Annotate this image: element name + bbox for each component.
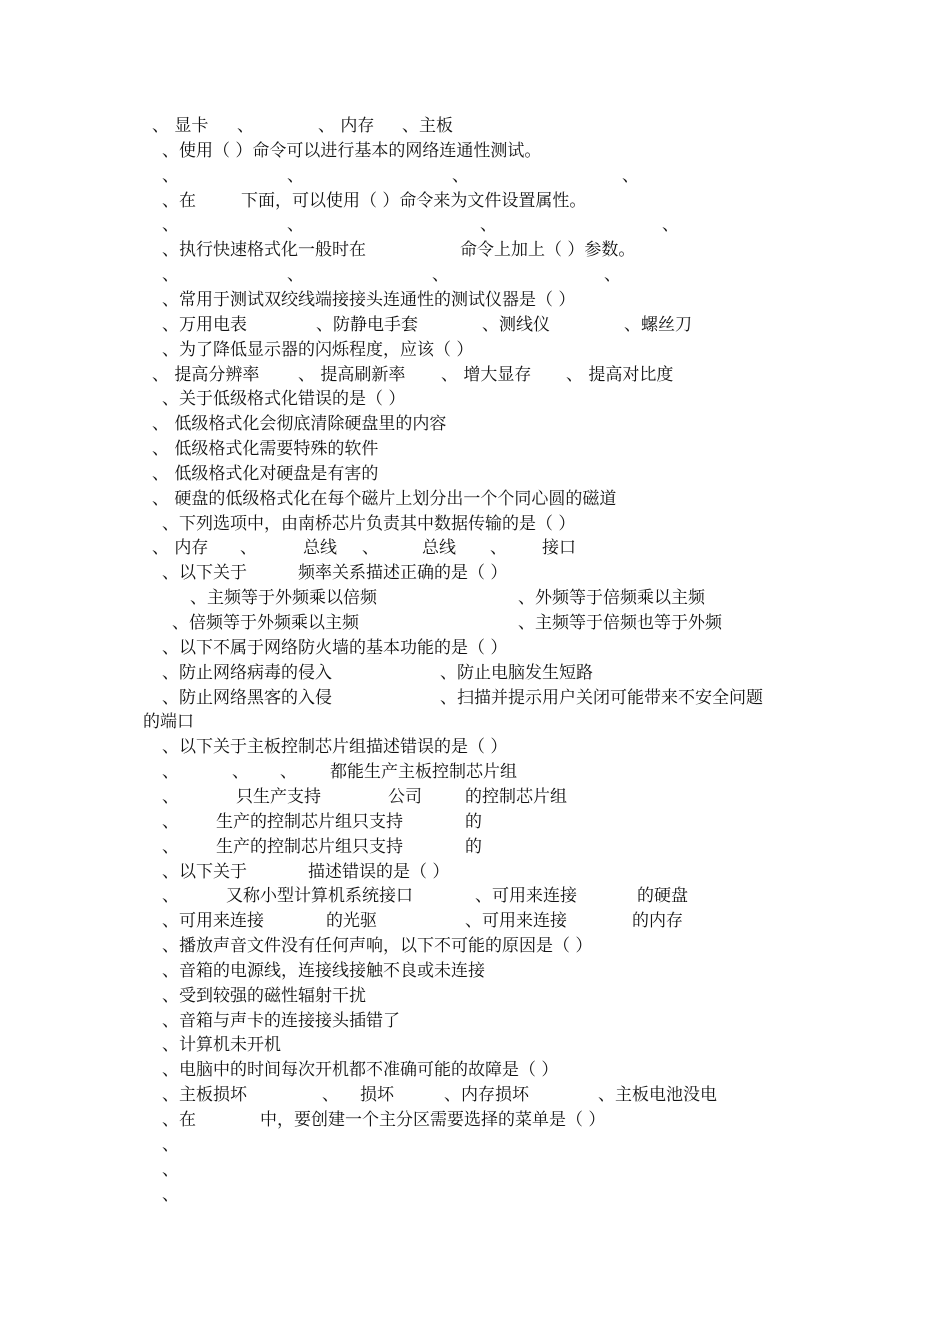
text-segment: 、倍频等于外频乘以主频 <box>172 613 359 633</box>
text-line <box>0 1135 950 1160</box>
text-line <box>0 787 950 812</box>
text-segment: 公司 <box>388 786 422 807</box>
text-line <box>0 986 950 1011</box>
text-segment: 、在 <box>162 190 196 211</box>
text-segment: 、 <box>162 811 179 832</box>
text-line <box>0 638 950 663</box>
text-segment: 、测线仪 <box>482 314 550 335</box>
text-segment: 、以下关于 <box>162 563 247 584</box>
text-segment: 、 <box>162 836 179 857</box>
text-segment: 、 <box>162 762 179 783</box>
text-segment: 、 <box>162 886 179 907</box>
text-line <box>0 290 950 315</box>
text-segment: 、 增大显存 <box>441 364 532 385</box>
text-segment: 、下列选项中，由南桥芯片负责其中数据传输的是（ ） <box>162 513 576 534</box>
text-segment: 、 <box>604 265 621 286</box>
text-segment: 、 <box>452 165 469 186</box>
text-segment: 、 <box>232 762 249 783</box>
text-line <box>0 514 950 539</box>
text-segment: 、常用于测试双绞线端接接头连通性的测试仪器是（ ） <box>162 289 576 310</box>
text-line <box>0 837 950 862</box>
text-line <box>0 762 950 787</box>
text-line <box>0 538 950 563</box>
text-segment: 、外频等于倍频乘以主频 <box>518 588 705 609</box>
text-line <box>0 414 950 439</box>
text-segment: 、 <box>162 1184 179 1205</box>
text-segment: 、 <box>490 538 507 559</box>
text-segment: 、螺丝刀 <box>624 314 692 335</box>
text-line <box>0 862 950 887</box>
text-segment: 损坏 <box>360 1085 394 1106</box>
text-line <box>0 166 950 191</box>
text-line <box>0 712 950 737</box>
text-line <box>0 489 950 514</box>
text-segment: 、 <box>237 116 254 136</box>
text-line <box>0 911 950 936</box>
text-segment: 、 <box>162 786 179 807</box>
text-segment: 、 <box>480 215 497 236</box>
text-line <box>0 1110 950 1135</box>
text-segment: 命令上加上（ ）参数。 <box>460 240 636 261</box>
text-segment: 、 <box>432 265 449 286</box>
text-segment: 、以下关于 <box>162 861 247 882</box>
text-segment: 、可用来连接 <box>465 911 567 932</box>
text-segment: 的光驱 <box>326 911 377 932</box>
text-segment: 、 <box>622 165 639 186</box>
text-segment: 、 低级格式化需要特殊的软件 <box>152 439 379 460</box>
text-line <box>0 240 950 265</box>
text-segment: 、扫描并提示用户关闭可能带来不安全问题 <box>440 687 763 708</box>
text-segment: 总线 <box>422 538 456 559</box>
text-line <box>0 191 950 216</box>
text-segment: 、主频等于倍频也等于外频 <box>518 613 722 633</box>
text-segment: 、 <box>240 538 257 559</box>
text-segment: 、 <box>162 1134 179 1155</box>
text-line <box>0 315 950 340</box>
text-segment: 、 硬盘的低级格式化在每个磁片上划分出一个个同心圆的磁道 <box>152 488 617 509</box>
text-line <box>0 1085 950 1110</box>
text-line <box>0 116 950 141</box>
text-segment: 、 <box>162 165 179 186</box>
text-segment: 、音箱的电源线，连接线接触不良或未连接 <box>162 960 485 981</box>
text-segment: 的控制芯片组 <box>465 786 567 807</box>
text-line <box>0 812 950 837</box>
text-segment: 都能生产主板控制芯片组 <box>330 762 517 783</box>
text-line <box>0 663 950 688</box>
text-segment: 、以下关于主板控制芯片组描述错误的是（ ） <box>162 737 508 758</box>
text-line <box>0 389 950 414</box>
text-segment: 、 <box>162 265 179 286</box>
text-segment: 的 <box>465 836 482 857</box>
text-segment: 、防止网络病毒的侵入 <box>162 662 332 683</box>
text-segment: 、执行快速格式化一般时在 <box>162 240 366 261</box>
text-segment: 、内存损坏 <box>444 1085 529 1106</box>
text-segment: 、 显卡 <box>152 116 209 136</box>
text-segment: 、关于低级格式化错误的是（ ） <box>162 389 406 410</box>
text-line <box>0 1060 950 1085</box>
text-segment: 、音箱与声卡的连接接头插错了 <box>162 1010 400 1031</box>
text-segment: 的 <box>465 811 482 832</box>
text-segment: 、防止网络黑客的入侵 <box>162 687 332 708</box>
text-segment: 描述错误的是（ ） <box>308 861 450 882</box>
text-segment: 、受到较强的磁性辐射干扰 <box>162 985 366 1006</box>
text-line <box>0 265 950 290</box>
text-segment: 、 提高分辨率 <box>152 364 260 385</box>
text-segment: 、在 <box>162 1110 196 1130</box>
text-segment: 、 <box>287 215 304 236</box>
text-segment: 、防止电脑发生短路 <box>440 662 593 683</box>
text-line <box>0 215 950 240</box>
text-segment: 、以下不属于网络防火墙的基本功能的是（ ） <box>162 637 508 658</box>
text-line <box>0 1035 950 1060</box>
text-segment: 、主板电池没电 <box>598 1085 717 1106</box>
text-line <box>0 365 950 390</box>
text-segment: 、使用（ ）命令可以进行基本的网络连通性测试。 <box>162 140 542 161</box>
text-segment: 的硬盘 <box>637 886 688 907</box>
text-line <box>0 886 950 911</box>
text-segment: 又称小型计算机系统接口 <box>226 886 413 907</box>
text-segment: 、电脑中的时间每次开机都不准确可能的故障是（ ） <box>162 1060 559 1081</box>
text-segment: 、 内存 <box>152 538 209 559</box>
text-segment: 中，要创建一个主分区需要选择的菜单是（ ） <box>260 1110 606 1130</box>
text-segment: 、主板 <box>402 116 453 136</box>
text-segment: 、 <box>162 1159 179 1180</box>
text-segment: 、 <box>287 165 304 186</box>
text-line <box>0 688 950 713</box>
text-segment: 生产的控制芯片组只支持 <box>216 811 403 832</box>
text-segment: 接口 <box>542 538 576 559</box>
text-segment: 、 内存 <box>318 116 375 136</box>
text-segment: 的内存 <box>632 911 683 932</box>
text-line <box>0 588 950 613</box>
text-line <box>0 439 950 464</box>
text-segment: 、播放声音文件没有任何声响，以下不可能的原因是（ ） <box>162 936 593 957</box>
text-segment: 的端口 <box>143 712 194 733</box>
text-segment: 、 低级格式化对硬盘是有害的 <box>152 463 379 484</box>
text-line <box>0 563 950 588</box>
text-segment: 、 提高对比度 <box>566 364 674 385</box>
text-segment: 、计算机未开机 <box>162 1035 281 1056</box>
text-segment: 、主频等于外频乘以倍频 <box>190 588 377 609</box>
text-line <box>0 961 950 986</box>
text-line <box>0 1160 950 1185</box>
text-segment: 、为了降低显示器的闪烁程度，应该（ ） <box>162 339 474 360</box>
text-segment: 、 <box>162 215 179 236</box>
text-segment: 、 <box>362 538 379 559</box>
text-line <box>0 340 950 365</box>
text-line <box>0 1011 950 1036</box>
text-line <box>0 936 950 961</box>
text-line <box>0 737 950 762</box>
text-segment: 总线 <box>303 538 337 559</box>
text-segment: 频率关系描述正确的是（ ） <box>298 563 508 584</box>
text-segment: 、万用电表 <box>162 314 247 335</box>
text-line <box>0 464 950 489</box>
text-segment: 、 <box>662 215 679 236</box>
text-segment: 、 <box>287 265 304 286</box>
text-segment: 下面，可以使用（ ）命令来为文件设置属性。 <box>241 190 587 211</box>
text-segment: 、可用来连接 <box>475 886 577 907</box>
text-segment: 、 <box>322 1085 339 1106</box>
text-segment: 、 低级格式化会彻底清除硬盘里的内容 <box>152 414 447 435</box>
text-segment: 只生产支持 <box>236 786 321 807</box>
text-segment: 、可用来连接 <box>162 911 264 932</box>
text-segment: 、 <box>280 762 297 783</box>
text-segment: 、主板损坏 <box>162 1085 247 1106</box>
text-segment: 、防静电手套 <box>316 314 418 335</box>
text-line <box>0 1185 950 1210</box>
text-segment: 、 提高刷新率 <box>298 364 406 385</box>
text-line <box>0 141 950 166</box>
text-line <box>0 613 950 638</box>
text-segment: 生产的控制芯片组只支持 <box>216 836 403 857</box>
